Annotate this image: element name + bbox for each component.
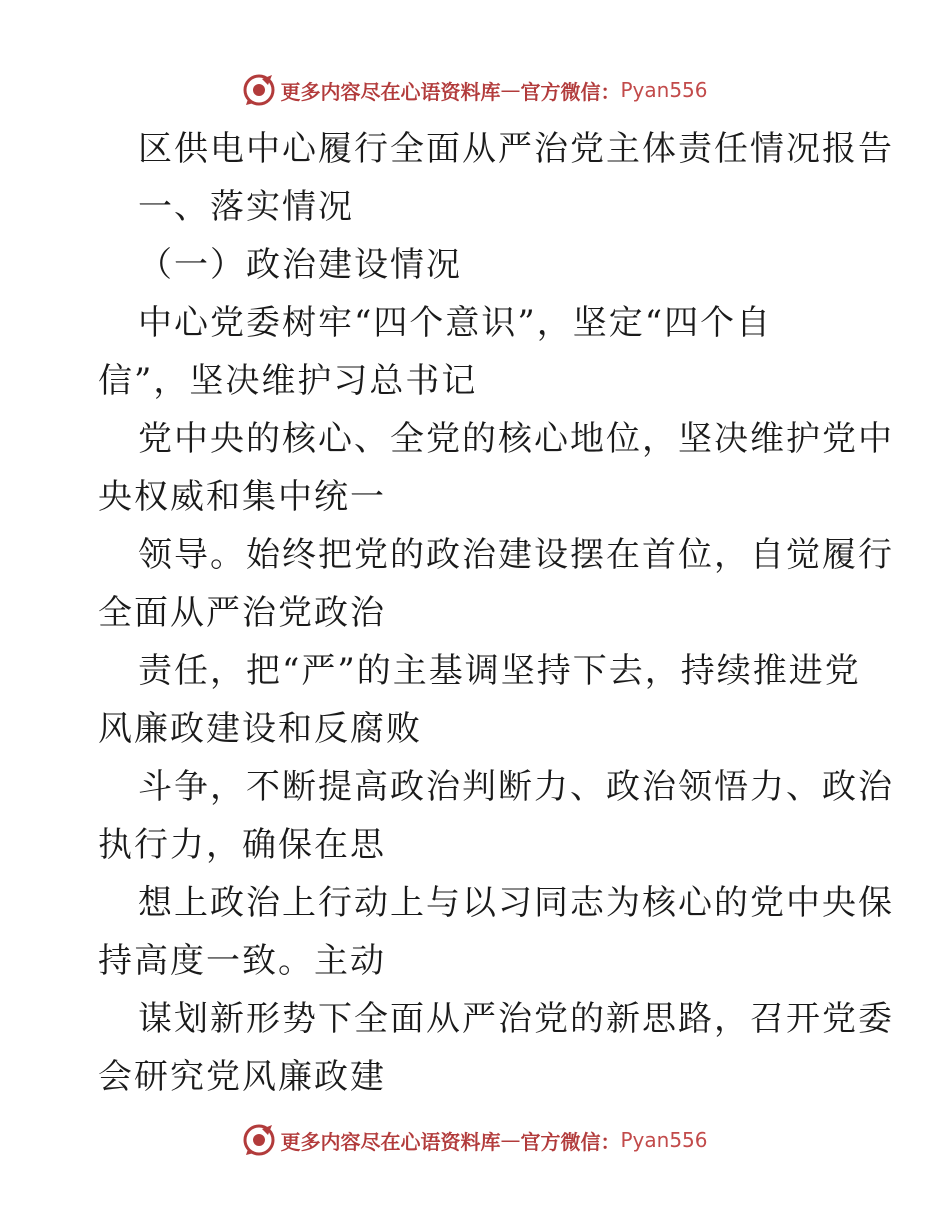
section-heading: 一、落实情况 xyxy=(138,187,354,227)
paragraph-line: 中心党委树牢“四个意识”，坚定“四个自 xyxy=(138,303,773,343)
paragraph-line: 全面从严治党政治 xyxy=(98,593,386,633)
banner-text: 更多内容尽在心语资料库 xyxy=(280,1129,501,1154)
paragraph-line: 风廉政建设和反腐败 xyxy=(98,709,422,749)
pen-logo-icon xyxy=(242,1123,276,1157)
paragraph-line: 责任，把“严”的主基调坚持下去，持续推进党 xyxy=(138,651,861,691)
banner-separator: — xyxy=(500,1128,521,1152)
banner-text: 更多内容尽在心语资料库 xyxy=(280,79,501,104)
paragraph-line: 会研究党风廉政建 xyxy=(98,1057,386,1097)
document-title: 区供电中心履行全面从严治党主体责任情况报告 xyxy=(138,129,894,169)
paragraph-line: 执行力，确保在思 xyxy=(98,825,386,865)
header-banner xyxy=(0,70,950,110)
subsection-heading: （一）政治建设情况 xyxy=(138,245,462,285)
paragraph-line: 斗争，不断提高政治判断力、政治领悟力、政治 xyxy=(138,767,894,807)
footer-banner xyxy=(0,1120,950,1160)
paragraph-line: 信”，坚决维护习总书记 xyxy=(98,361,478,401)
paragraph-line: 党中央的核心、全党的核心地位，坚决维护党中 xyxy=(138,419,894,459)
banner-official: 官方微信： xyxy=(520,1129,621,1154)
paragraph-line: 领导。始终把党的政治建设摆在首位，自觉履行 xyxy=(138,535,894,575)
pen-logo-icon xyxy=(242,73,276,107)
banner-account: Pyan556 xyxy=(620,1128,708,1152)
paragraph-line: 谋划新形势下全面从严治党的新思路，召开党委 xyxy=(138,999,894,1039)
banner-official: 官方微信： xyxy=(520,79,621,104)
banner-separator: — xyxy=(500,78,521,102)
banner-account: Pyan556 xyxy=(620,78,708,102)
paragraph-line: 央权威和集中统一 xyxy=(98,477,386,517)
paragraph-line: 想上政治上行动上与以习同志为核心的党中央保 xyxy=(138,883,894,923)
paragraph-line: 持高度一致。主动 xyxy=(98,941,386,981)
